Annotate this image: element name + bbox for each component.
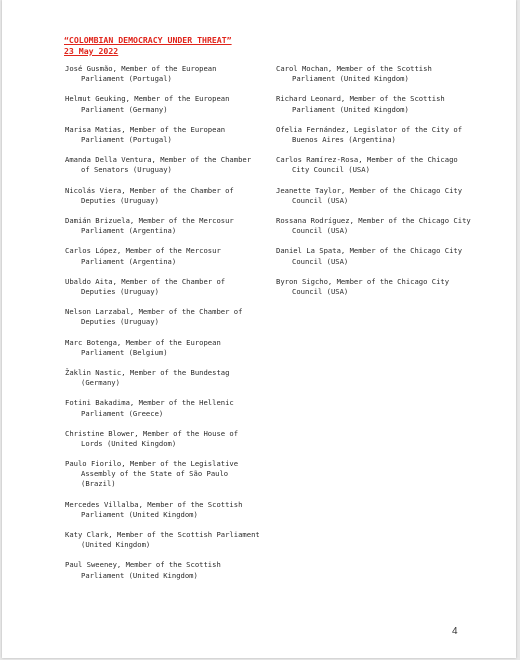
signatory-affiliation-line: Parliament (United Kingdom) <box>292 104 409 114</box>
signatory-affiliation-line: Parliament (Argentina) <box>81 256 177 266</box>
signatory-name-line: Paul Sweeney, Member of the Scottish <box>65 560 221 570</box>
signatory-entry <box>65 155 280 185</box>
signatory-name-line: Katy Clark, Member of the Scottish Parliament <box>65 530 260 540</box>
signatory-entry <box>65 186 280 216</box>
signatory-name-line: Helmut Geuking, Member of the European <box>65 94 230 104</box>
signatory-name-line: Žaklin Nastic, Member of the Bundestag <box>65 367 230 377</box>
signatory-affiliation-line: Parliament (Portugal) <box>81 74 172 84</box>
signatory-entry <box>65 64 280 94</box>
signatory-name-line: Mercedes Villalba, Member of the Scottish <box>65 499 243 509</box>
signatory-name-line: Carlos López, Member of the Mercosur <box>65 246 221 256</box>
signatory-entry <box>65 246 280 276</box>
signatory-entry <box>65 429 280 459</box>
signatory-name-line: Jeanette Taylor, Member of the Chicago City <box>276 185 463 195</box>
signatory-name-line: Byron Sigcho, Member of the Chicago City <box>276 276 450 286</box>
signatory-name-line: Christine Blower, Member of the House of <box>65 428 239 438</box>
signatory-entry <box>276 186 506 216</box>
signatory-entry <box>65 459 280 500</box>
signatory-entry <box>276 246 506 276</box>
signatory-affiliation-line: Deputies (Uruguay) <box>81 317 159 327</box>
signatory-entry <box>65 94 280 124</box>
signatory-affiliation-line: Council (USA) <box>292 226 349 236</box>
signatory-entry <box>65 368 280 398</box>
signatory-name-line: Marc Botenga, Member of the European <box>65 337 221 347</box>
signatory-affiliation-line: City Council (USA) <box>292 165 370 175</box>
signatory-name-line: Fotini Bakadima, Member of the Hellenic <box>65 398 234 408</box>
signatory-entry <box>65 398 280 428</box>
signatory-name-line: Daniel La Spata, Member of the Chicago City <box>276 246 463 256</box>
signatory-entry <box>65 530 280 560</box>
signatory-affiliation-line: Council (USA) <box>292 195 349 205</box>
signatory-affiliation-line: Parliament (United Kingdom) <box>81 570 198 580</box>
signatory-affiliation-line: Assembly of the State of São Paulo <box>81 469 229 479</box>
signatory-affiliation-line: (United Kingdom) <box>81 540 151 550</box>
signatory-name-line: Nelson Larzabal, Member of the Chamber of <box>65 307 243 317</box>
signatory-entry <box>276 216 506 246</box>
signatory-name-line: Ofelia Fernández, Legislator of the City of <box>276 124 463 134</box>
signatory-entry <box>65 560 280 590</box>
signatory-entry <box>65 307 280 337</box>
signatory-affiliation-line: (Brazil) <box>81 479 116 489</box>
signatory-entry <box>65 338 280 368</box>
signatory-affiliation-line: Parliament (Greece) <box>81 408 164 418</box>
page-number: 4 <box>452 626 458 637</box>
signatories-right-column <box>276 64 506 307</box>
signatory-name-line: Damián Brizuela, Member of the Mercosur <box>65 215 234 225</box>
signatory-affiliation-line: of Senators (Uruguay) <box>81 165 172 175</box>
signatory-entry <box>276 94 506 124</box>
signatory-name-line: Amanda Della Ventura, Member of the Chamber <box>65 155 252 165</box>
signatory-entry <box>65 500 280 530</box>
signatory-affiliation-line: Parliament (United Kingdom) <box>81 509 198 519</box>
signatory-entry <box>276 277 506 307</box>
signatory-affiliation-line: Parliament (Belgium) <box>81 347 168 357</box>
signatory-entry <box>65 216 280 246</box>
signatory-affiliation-line: Buenos Aires (Argentina) <box>292 134 396 144</box>
signatory-affiliation-line: Deputies (Uruguay) <box>81 195 159 205</box>
signatory-name-line: Paulo Fiorilo, Member of the Legislative <box>65 459 239 469</box>
signatory-affiliation-line: Lords (United Kingdom) <box>81 438 177 448</box>
signatory-name-line: Richard Leonard, Member of the Scottish <box>276 94 445 104</box>
signatory-entry <box>65 125 280 155</box>
signatories-left-column <box>65 64 280 591</box>
signatory-name-line: Carol Mochan, Member of the Scottish <box>276 64 432 73</box>
signatory-name-line: Marisa Matias, Member of the European <box>65 124 226 134</box>
signatory-affiliation-line: (Germany) <box>81 378 120 388</box>
signatory-affiliation-line: Parliament (Germany) <box>81 104 168 114</box>
signatory-entry <box>65 277 280 307</box>
signatory-affiliation-line: Parliament (Argentina) <box>81 226 177 236</box>
signatory-name-line: Ubaldo Aita, Member of the Chamber of <box>65 276 226 286</box>
signatory-affiliation-line: Council (USA) <box>292 286 349 296</box>
signatory-affiliation-line: Parliament (United Kingdom) <box>292 74 409 84</box>
signatory-affiliation-line: Council (USA) <box>292 256 349 266</box>
signatory-affiliation-line: Deputies (Uruguay) <box>81 286 159 296</box>
signatory-name-line: Nicolás Viera, Member of the Chamber of <box>65 185 234 195</box>
signatory-name-line: José Gusmão, Member of the European <box>65 64 217 73</box>
signatory-affiliation-line: Parliament (Portugal) <box>81 134 172 144</box>
signatory-entry <box>276 125 506 155</box>
signatory-entry <box>276 64 506 94</box>
letter-header <box>64 35 232 57</box>
signatory-name-line: Rossana Rodríguez, Member of the Chicago City <box>276 215 471 225</box>
document-page <box>2 0 516 658</box>
signatory-entry <box>276 155 506 185</box>
letter-date: 23 May 2022 <box>64 46 119 56</box>
letter-title: “COLOMBIAN DEMOCRACY UNDER THREAT” <box>64 35 232 45</box>
signatory-name-line: Carlos Ramírez-Rosa, Member of the Chicago <box>276 155 458 165</box>
